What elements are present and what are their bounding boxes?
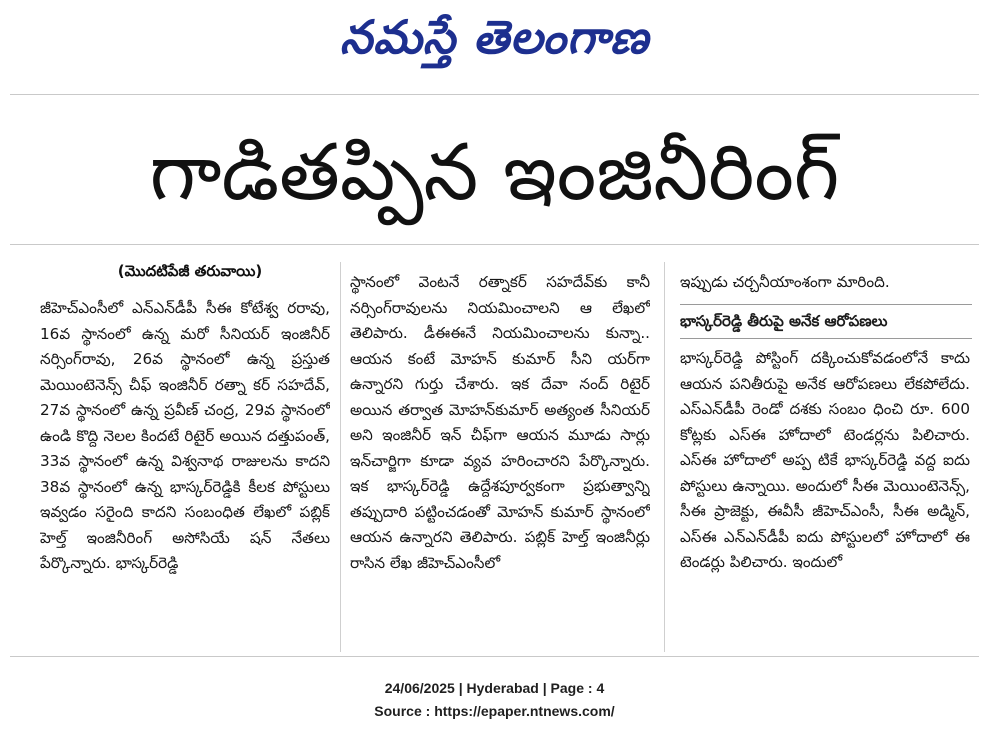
column-3-text: భాస్కర్‌రెడ్డి పోస్టింగ్ దక్కించుకోవడంలోనే కాదు ఆయన పనితీరుపై అనేక ఆరోపణలు లేకపోలేదు. ఎస్ఎన్‌డీపీ రెండో దశకు సంబం ధించి రూ. 600 కోట్లకు ఎస్ఈ హోదాలో టెండర్లను పిలిచారు. ఎస్ఈ హోదాలో అప్ప టికే భాస్కర్‌రెడ్డి వద్ద ఐదు పోస్టులు ఉన్నాయి. అందులో సీఈ మెయింటెనెన్స్, సీఈ ప్రాజెక్టు, ఈవీసీ జీహెచ్ఎంసీ, సీఈ అడ్మిన్, ఎస్ఈ ఎన్ఎన్‌డీపీ ఐదు పోస్టులలో హోదాలో ఈ టెండర్లు పిలిచారు. ఇందులో: [680, 349, 970, 571]
article-column-3: [680, 346, 970, 646]
article-column-1: [40, 296, 330, 656]
column-2-text: స్థానంలో వెంటనే రత్నాకర్ సహదేవ్‌కు కానీ నర్సింగ్‌రావులను నియమించాలని ఆ లేఖలో తెలిపారు. డీఈఈనే నియమించాలను కున్నా.. ఆయన కంటే మోహన్ కుమార్ సీని యర్‌గా ఉన్నారని గుర్తు చేశారు. ఇక దేవా నంద్ రిటైర్ అయిన తర్వాత మోహన్‌కుమార్ అత్యంత సీనియర్ అని ఇంజినీర్ ఇన్ చీఫ్‌గా ఆయన మూడు సార్లు ఇన్‌చార్జిగా కూడా వ్యవ హరించారని పేర్కొన్నారు. ఇక భాస్కర్‌రెడ్డి ఉద్దేశపూర్వకంగా ప్రభుత్వాన్ని తప్పుదారి పట్టించడంతో మోహన్ కుమార్ స్థానంలో ఆయన ఉన్నారని తెలిపారు. పబ్లిక్ హెల్త్ ఇంజినీర్లు రాసిన లేఖ జీహెచ్ఎంసీలో: [350, 273, 650, 572]
masthead-logo: నమస్తే తెలంగాణ: [339, 10, 650, 64]
headline-divider: [10, 244, 979, 245]
edition-info: 24/06/2025 | Hyderabad | Page : 4: [384, 680, 605, 696]
article-headline: గాడితప్పిన ఇంజినీరింగ్: [149, 128, 840, 218]
source-url: Source : https://epaper.ntnews.com/: [374, 703, 615, 719]
masthead-divider: [10, 94, 979, 95]
article-column-2: [350, 270, 650, 650]
continuation-kicker: (మొదటిపేజీ తరువాయి): [117, 262, 263, 280]
column-divider-1: [340, 262, 341, 652]
footer-divider: [10, 656, 979, 657]
article-column-3-top: [680, 270, 970, 300]
column-3-top-text: ఇప్పుడు చర్చనీయాంశంగా మారింది.: [680, 273, 890, 291]
column-1-text: జీహెచ్ఎంసీలో ఎన్ఎన్‌డీపీ సీఈ కోటేశ్వ రరావు, 16వ స్థానంలో ఉన్న మరో సీనియర్ ఇంజినీర్ నర్సింగ్‌రావు, 26వ స్థానంలో ఉన్న ప్రస్తుత మెయింటెనెన్స్ చీఫ్ ఇంజినీర్ రత్నా కర్ సహదేవ్, 27వ స్థానంలో ఉన్న ప్రవీణ్ చంద్ర, 29వ స్థానంలో ఉండి కొద్ది నెలల కిందటే రిటైర్ అయిన దత్తుపంత్, 33వ స్థానంలో ఉన్న విశ్వనాథ రాజులను కాదని 38వ స్థానంలో ఉన్న భాస్కర్‌రెడ్డికి కీలక పోస్టులు ఇవ్వడం సరైంది కాదని సంబంధిత లేఖలో పబ్లిక్ హెల్త్ ఇంజినీరింగ్ అసోసియే షన్ నేతలు పేర్కొన్నారు. భాస్కర్‌రెడ్డి: [40, 299, 330, 572]
article-subheading: భాస్కర్‌రెడ్డి తీరుపై అనేక ఆరోపణలు: [680, 312, 888, 330]
subhead-rule-top: [680, 304, 972, 305]
column-divider-2: [664, 262, 665, 652]
subhead-rule-bottom: [680, 338, 972, 339]
